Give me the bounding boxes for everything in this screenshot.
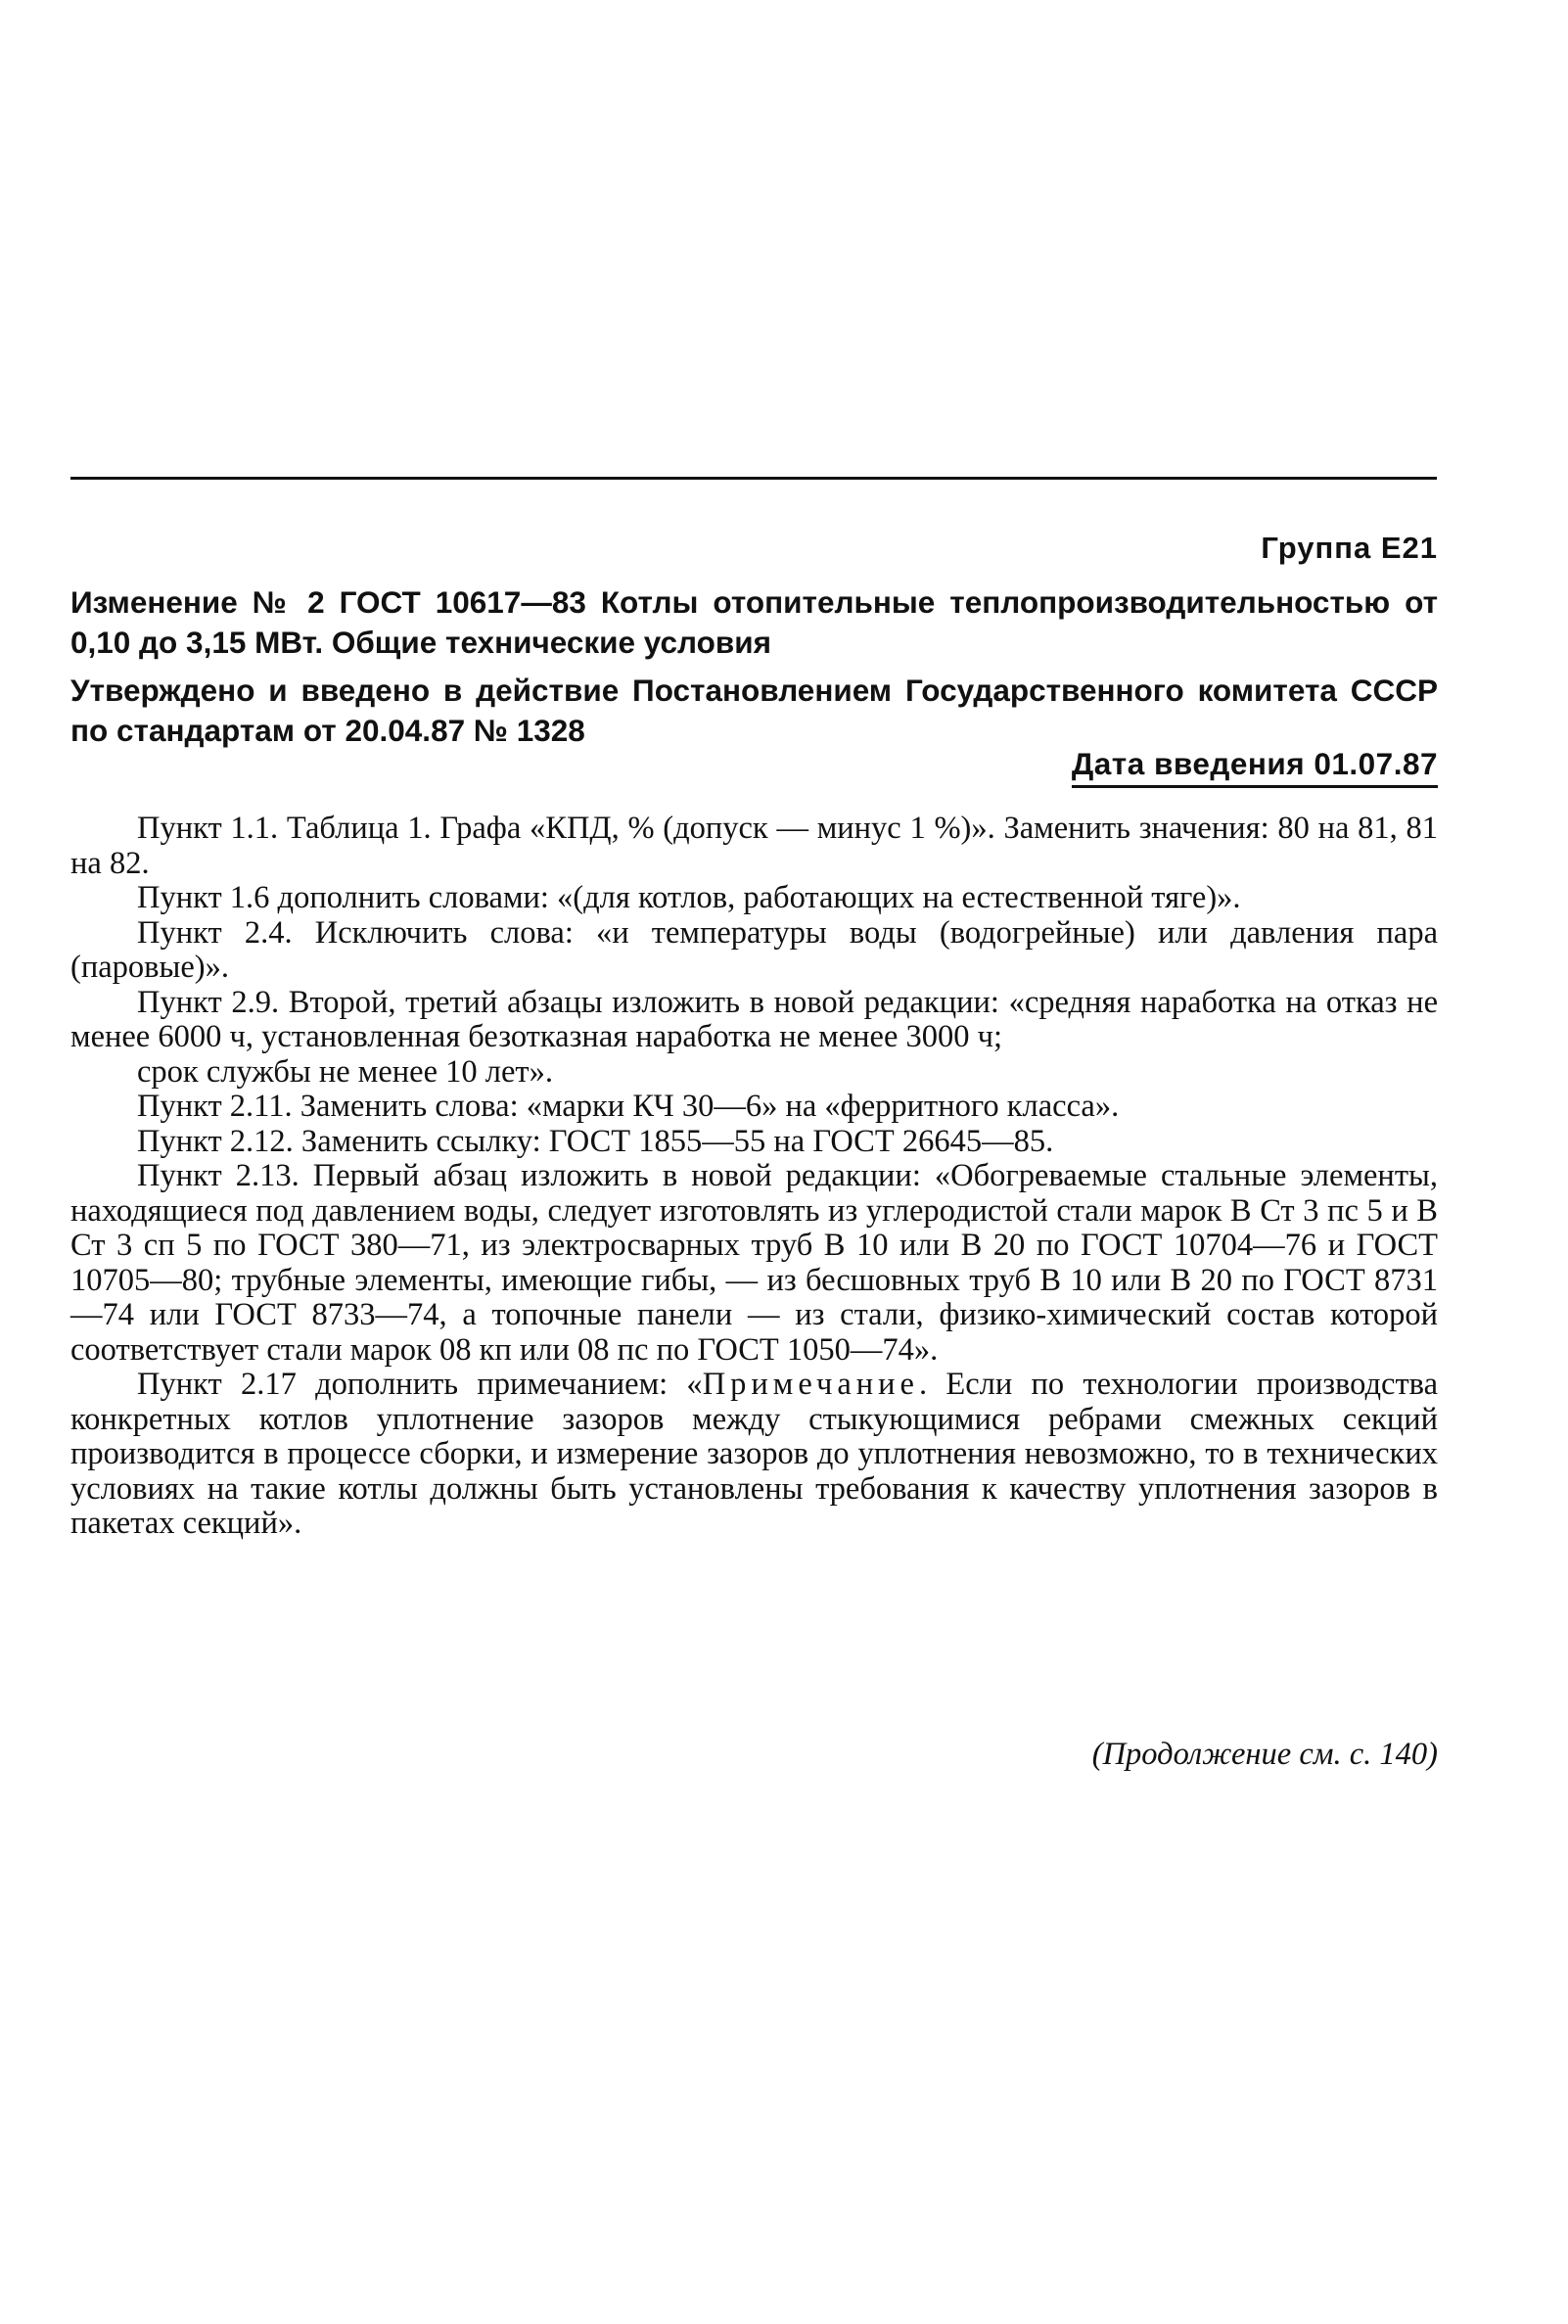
top-divider-rule [70, 477, 1437, 480]
paragraph-2-4: Пункт 2.4. Исключить слова: «и температуры воды (водогрейные) или давления пара (паровые)». [70, 914, 1438, 985]
approval-statement: Утверждено и введено в действие Постановлением Государственного комитета СССР по стандартам от 20.04.87 № 1328 [70, 673, 1438, 748]
paragraph-2-11: Пункт 2.11. Заменить слова: «марки КЧ 30—6» на «ферритного класса». [137, 1089, 1120, 1124]
paragraph-1-1: Пункт 1.1. Таблица 1. Графа «КПД, % (допуск — минус 1 %)». Заменить значения: 80 на 81, 81 на 82. [70, 811, 1438, 881]
paragraph-2-17-text: . Если по технологии производства конкретных котлов уплотнение зазоров между стыкующимися ребрами смежных секций производится в процессе сборки, и измерение зазоров до уплотнения невозможно, то в технических условиях на такие котлы должны быть установлены требования к качеству уплотнения зазоров в пакетах секций». [70, 1367, 1438, 1541]
paragraph-1-6: Пункт 1.6 дополнить словами: «(для котлов, работающих на естественной тяге)». [137, 880, 1241, 915]
paragraph-2-9-continued: срок службы не менее 10 лет». [137, 1053, 553, 1090]
group-label: Группа Е21 [1261, 531, 1438, 565]
paragraph-2-9: Пункт 2.9. Второй, третий абзацы изложить в новой редакции: «средняя наработка на отказ не менее 6000 ч, установленная безотказная наработка не менее 3000 ч; [70, 984, 1438, 1054]
effective-date: Дата введения 01.07.87 [1072, 746, 1438, 788]
paragraph-2-12: Пункт 2.12. Заменить ссылку: ГОСТ 1855—55 на ГОСТ 26645—85. [137, 1123, 1054, 1159]
paragraph-2-17-lead: Пункт 2.17 дополнить примечанием: « [137, 1367, 703, 1402]
paragraph-2-13: Пункт 2.13. Первый абзац изложить в новой редакции: «Обогреваемые стальные элементы, находящиеся под давлением воды, следует изготовлять из углеродистой стали марок В Ст 3 пс 5 и В Ст 3 сп 5 по ГОСТ 380—71, из электросварных труб В 10 или В 20 по ГОСТ 10704—76 и ГОСТ 10705—80; трубные элементы, имеющие гибы, — из бесшовных труб В 10 или В 20 по ГОСТ 8731—74 или ГОСТ 8733—74, а топочные панели — из стали, физико-химический состав которой соответствует стали марок 08 кп или 08 пс по ГОСТ 1050—74». [70, 1158, 1438, 1368]
note-word: Примечание [702, 1367, 919, 1402]
continuation-note: (Продолжение см. с. 140) [1091, 1737, 1438, 1772]
amendment-body [70, 812, 1438, 1542]
paragraph-2-17 [70, 1368, 1438, 1542]
amendment-title: Изменение № 2 ГОСТ 10617—83 Котлы отопительные теплопроизводительностью от 0,10 до 3,15 МВт. Общие технические условия [70, 584, 1438, 660]
